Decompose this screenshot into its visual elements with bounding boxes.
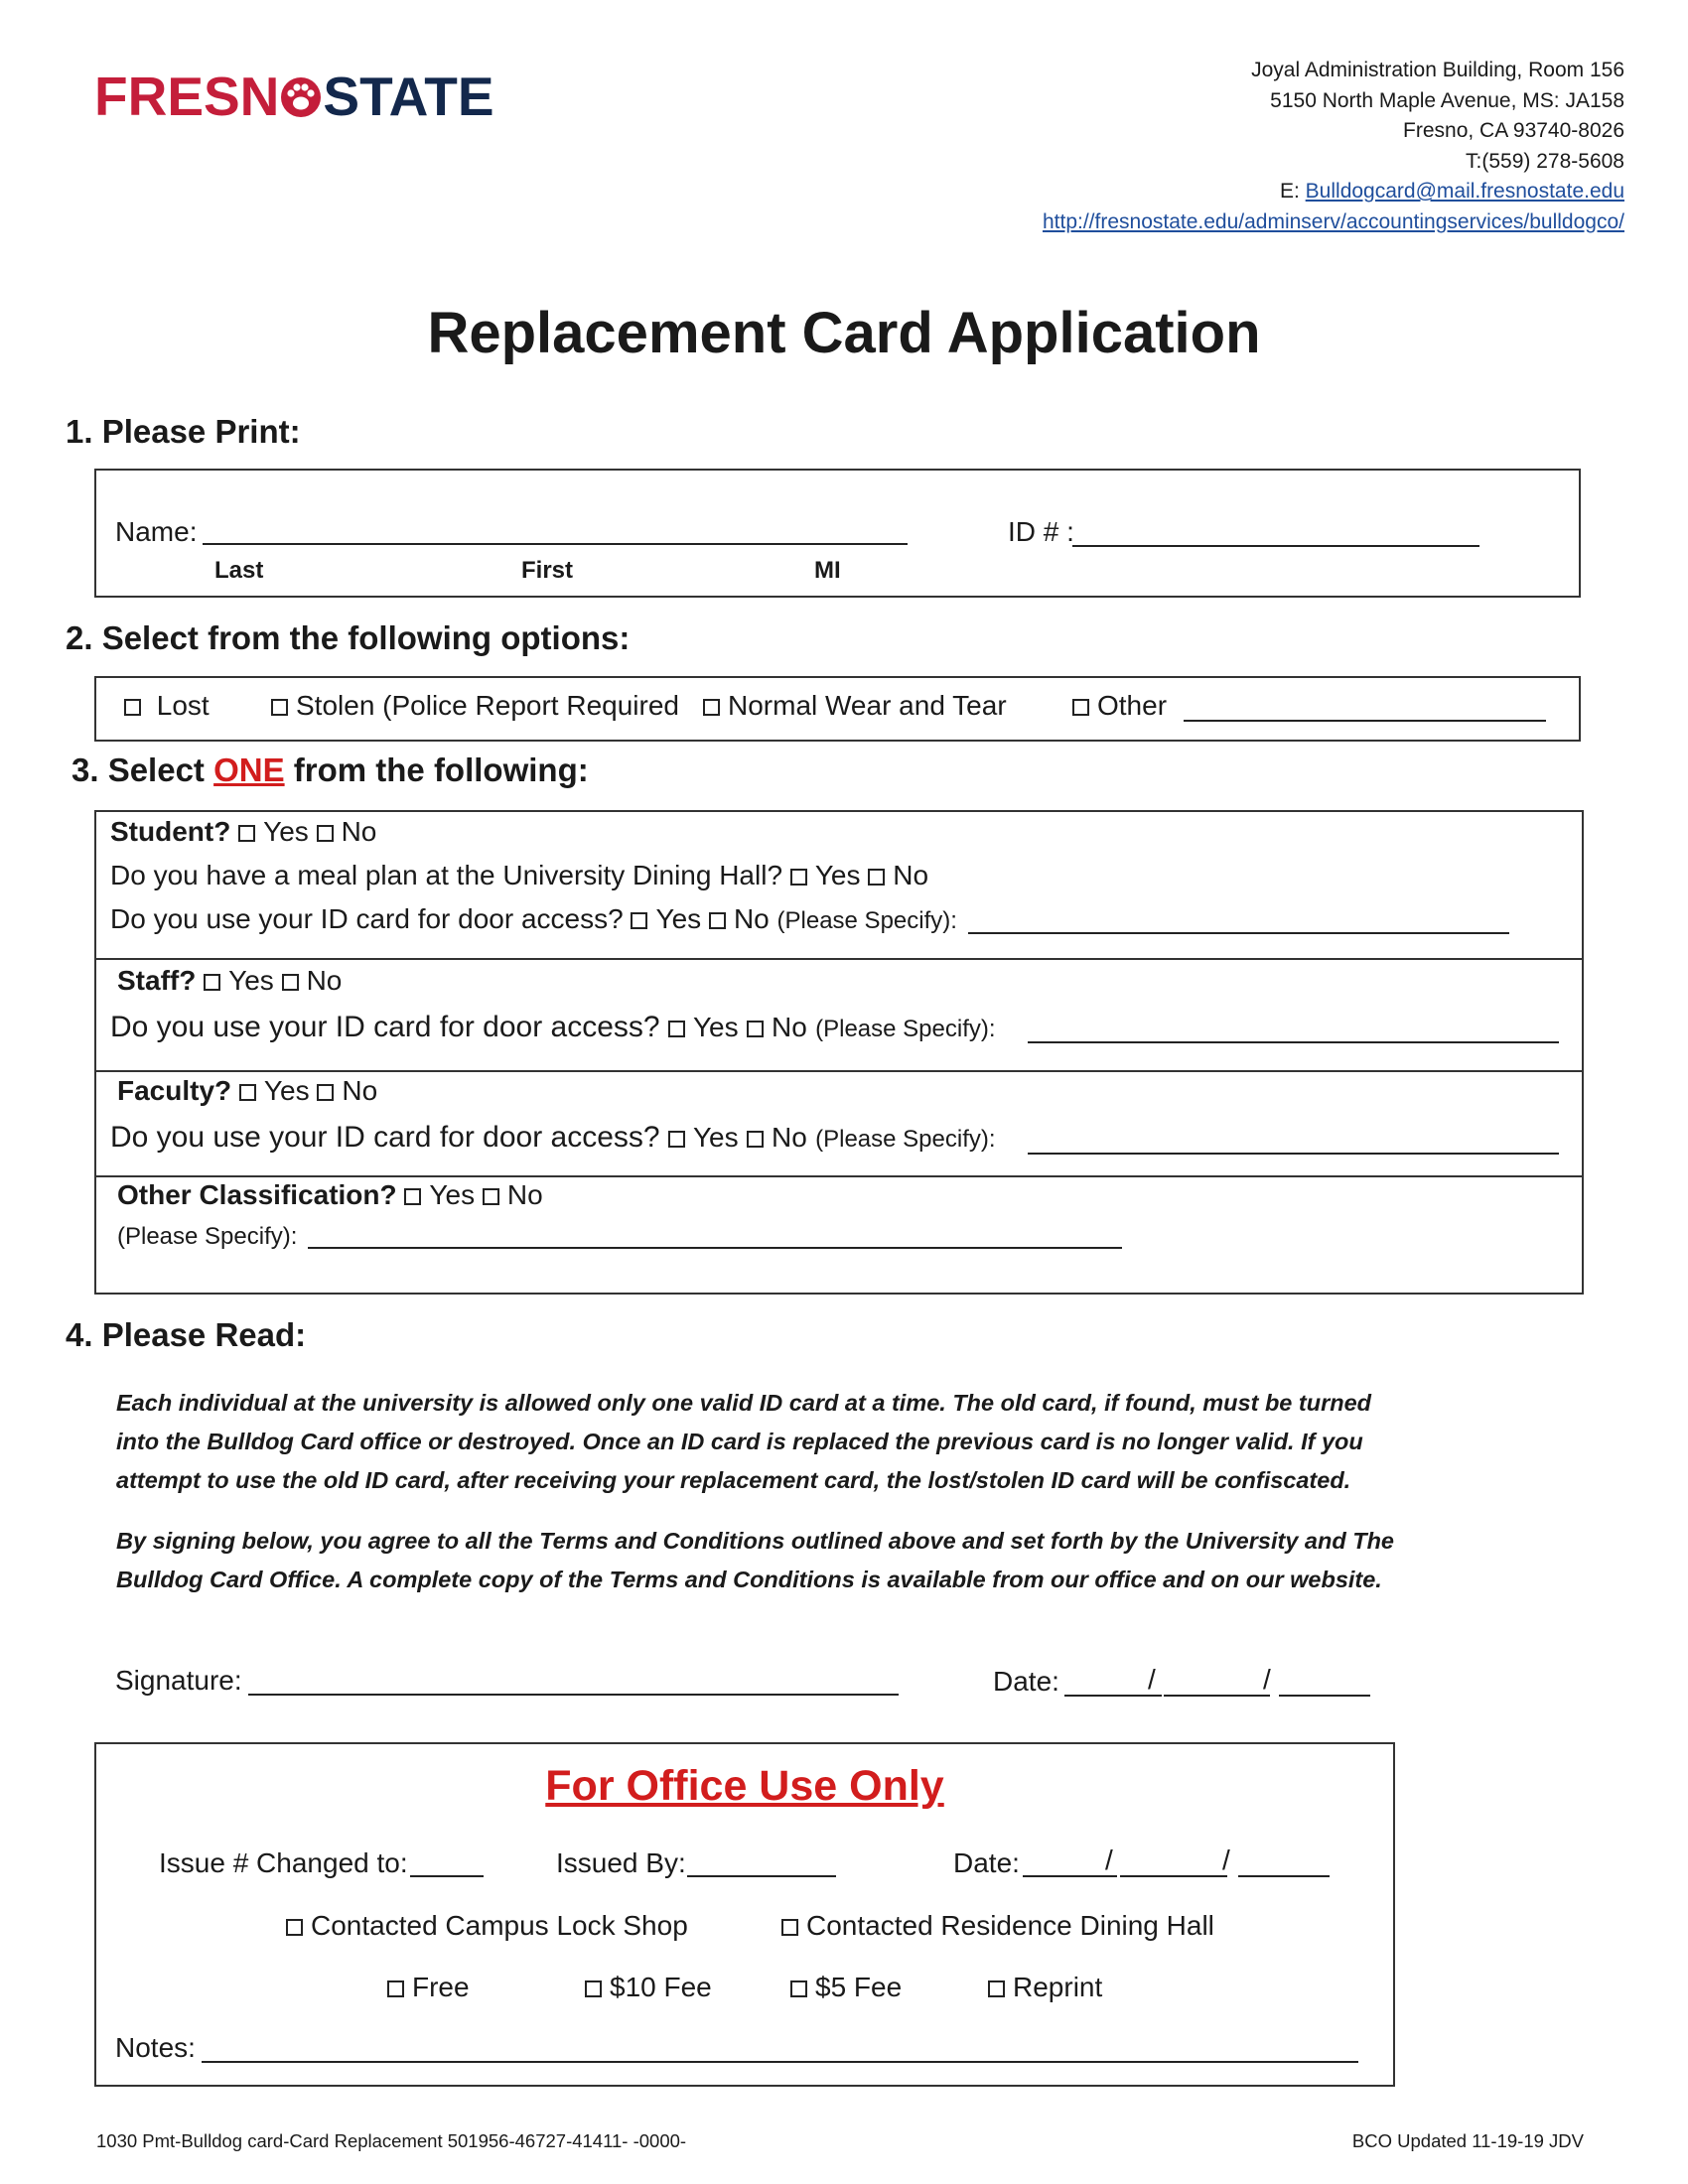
student-door-yes-checkbox[interactable] <box>631 912 647 929</box>
fresno-state-logo <box>94 66 494 127</box>
id-field[interactable] <box>1072 545 1479 547</box>
faculty-label: Faculty? <box>117 1075 232 1106</box>
notes-field[interactable] <box>202 2061 1358 2063</box>
checkbox[interactable] <box>703 699 720 716</box>
checkbox[interactable] <box>387 1980 404 1997</box>
fee-10-option[interactable]: $10 Fee <box>585 1972 712 2003</box>
signature-field[interactable] <box>248 1694 899 1696</box>
name-sub-first: First <box>521 557 574 584</box>
terms-paragraph-2: By signing below, you agree to all the Terms and Conditions outlined above and set forth by the University and The Bulldog Card Office. A complete copy of the Terms and Conditions is available from our office and on our website. <box>116 1528 1395 1592</box>
student-label: Student? <box>110 816 231 847</box>
emphasis-one: ONE <box>213 751 285 788</box>
date-slash: / <box>1148 1664 1156 1695</box>
name-label: Name: <box>115 516 198 547</box>
student-door-row: Do you use your ID card for door access? Yes No (Please Specify): <box>110 903 957 934</box>
checkbox[interactable] <box>1072 699 1089 716</box>
checkbox[interactable] <box>271 699 288 716</box>
staff-row: Staff? Yes No <box>117 965 343 996</box>
terms-paragraph-1: Each individual at the university is allowed only one valid ID card at a time. The old card, if found, must be turned into the Bulldog Card office or destroyed. Once an ID card is replaced the previous card is no longer valid. If you attempt to use the old ID card, after receiving your replacement card, the lost/stolen ID card will be confiscated. <box>116 1390 1372 1493</box>
office-date-year-field[interactable] <box>1238 1875 1330 1877</box>
page-title: Replacement Card Application <box>427 301 1261 365</box>
option-label: Stolen (Police Report Required <box>296 690 679 721</box>
phone-line: T:(559) 278-5608 <box>1466 149 1624 173</box>
divider <box>94 958 1584 960</box>
lock-shop-option[interactable]: Contacted Campus Lock Shop <box>286 1910 688 1942</box>
checkbox[interactable] <box>790 1980 807 1997</box>
checkbox[interactable] <box>124 699 141 716</box>
other-classification-label: Other Classification? <box>117 1179 397 1210</box>
student-specify-field[interactable] <box>968 932 1509 934</box>
option-other[interactable] <box>1072 690 1167 722</box>
staff-yes-checkbox[interactable] <box>204 974 220 991</box>
staff-label: Staff? <box>117 965 197 996</box>
date-day-field[interactable] <box>1164 1695 1270 1697</box>
name-field[interactable] <box>203 543 908 545</box>
staff-specify-field[interactable] <box>1028 1041 1559 1043</box>
option-lost[interactable] <box>124 690 210 722</box>
signature-label: Signature: <box>115 1665 242 1696</box>
faculty-no-checkbox[interactable] <box>317 1084 334 1101</box>
address-line: Joyal Administration Building, Room 156 <box>1251 59 1624 81</box>
office-use-title: For Office Use Only <box>545 1762 944 1810</box>
faculty-row: Faculty? Yes No <box>117 1075 378 1106</box>
faculty-door-yes-checkbox[interactable] <box>668 1131 685 1148</box>
email-line <box>1043 177 1624 207</box>
student-row: Student? Yes No <box>110 816 377 847</box>
staff-door-row: Do you use your ID card for door access? Yes No (Please Specify): <box>110 1011 996 1043</box>
meal-no-checkbox[interactable] <box>868 869 885 886</box>
checkbox[interactable] <box>286 1919 303 1936</box>
reprint-option[interactable]: Reprint <box>988 1972 1102 2003</box>
office-date-month-field[interactable] <box>1023 1875 1117 1877</box>
issue-changed-label: Issue # Changed to: <box>159 1847 408 1878</box>
other-no-checkbox[interactable] <box>483 1188 499 1205</box>
email-link[interactable]: Bulldogcard@mail.fresnostate.edu <box>1305 180 1624 203</box>
meal-yes-checkbox[interactable] <box>790 869 807 886</box>
website-link[interactable]: http://fresnostate.edu/adminserv/accountingservices/bulldogco/ <box>1042 209 1624 233</box>
checkbox[interactable] <box>781 1919 798 1936</box>
staff-door-yes-checkbox[interactable] <box>668 1021 685 1037</box>
section-1-heading: 1. Please Print: <box>66 413 301 450</box>
section-4-heading: 4. Please Read: <box>66 1316 307 1353</box>
logo-text-right: STATE <box>323 66 494 127</box>
address-line: 5150 North Maple Avenue, MS: JA158 <box>1270 88 1624 112</box>
meal-plan-row: Do you have a meal plan at the University Dining Hall? Yes No <box>110 860 929 890</box>
faculty-door-no-checkbox[interactable] <box>747 1131 764 1148</box>
faculty-yes-checkbox[interactable] <box>239 1084 256 1101</box>
checkbox[interactable] <box>988 1980 1005 1997</box>
divider <box>94 1070 1584 1072</box>
office-date-label: Date: <box>953 1847 1020 1878</box>
date-slash: / <box>1105 1844 1113 1875</box>
other-yes-checkbox[interactable] <box>404 1188 421 1205</box>
date-year-field[interactable] <box>1279 1695 1370 1697</box>
email-label: E: <box>1279 180 1306 203</box>
section-3-heading: 3. Select ONE from the following: <box>71 751 589 788</box>
footer-updated: BCO Updated 11-19-19 JDV <box>1351 2130 1584 2151</box>
footer-form-code: 1030 Pmt-Bulldog card-Card Replacement 501956-46727-41411- -0000- <box>96 2130 687 2151</box>
issue-changed-field[interactable] <box>410 1875 484 1877</box>
other-classification-row: Other Classification? Yes No <box>117 1179 543 1210</box>
paw-icon <box>279 75 323 119</box>
name-sub-last: Last <box>214 557 264 584</box>
option-stolen[interactable] <box>271 690 679 722</box>
other-field[interactable] <box>1184 720 1546 722</box>
date-slash: / <box>1263 1664 1271 1695</box>
notes-label: Notes: <box>115 2032 196 2063</box>
free-option[interactable]: Free <box>387 1972 470 2003</box>
staff-no-checkbox[interactable] <box>282 974 299 991</box>
address-line: Fresno, CA 93740-8026 <box>1403 119 1624 142</box>
option-label: Other <box>1097 690 1168 721</box>
option-label: Lost <box>156 690 210 721</box>
staff-door-no-checkbox[interactable] <box>747 1021 764 1037</box>
fee-5-option[interactable]: $5 Fee <box>790 1972 902 2003</box>
contact-address <box>1043 56 1624 237</box>
faculty-door-row: Do you use your ID card for door access? Yes No (Please Specify): <box>110 1121 996 1154</box>
office-date-day-field[interactable] <box>1120 1875 1227 1877</box>
other-specify-field[interactable] <box>308 1247 1122 1249</box>
date-label: Date: <box>993 1666 1059 1697</box>
other-specify-label: (Please Specify): <box>117 1223 298 1250</box>
student-no-checkbox[interactable] <box>317 825 334 842</box>
student-door-no-checkbox[interactable] <box>709 912 726 929</box>
checkbox[interactable] <box>585 1980 602 1997</box>
option-label: Normal Wear and Tear <box>728 690 1007 721</box>
divider <box>94 1175 1584 1177</box>
section-2-heading: 2. Select from the following options: <box>66 619 631 656</box>
student-yes-checkbox[interactable] <box>238 825 255 842</box>
id-label: ID # : <box>1008 516 1074 547</box>
issued-by-field[interactable] <box>687 1875 836 1877</box>
dining-hall-option[interactable]: Contacted Residence Dining Hall <box>781 1910 1214 1942</box>
faculty-specify-field[interactable] <box>1028 1153 1559 1155</box>
issued-by-label: Issued By: <box>556 1847 686 1878</box>
logo-text-left: FRESN <box>94 66 280 127</box>
name-sub-mi: MI <box>814 557 841 584</box>
date-slash: / <box>1222 1844 1230 1875</box>
option-normal-wear[interactable] <box>703 690 1007 722</box>
